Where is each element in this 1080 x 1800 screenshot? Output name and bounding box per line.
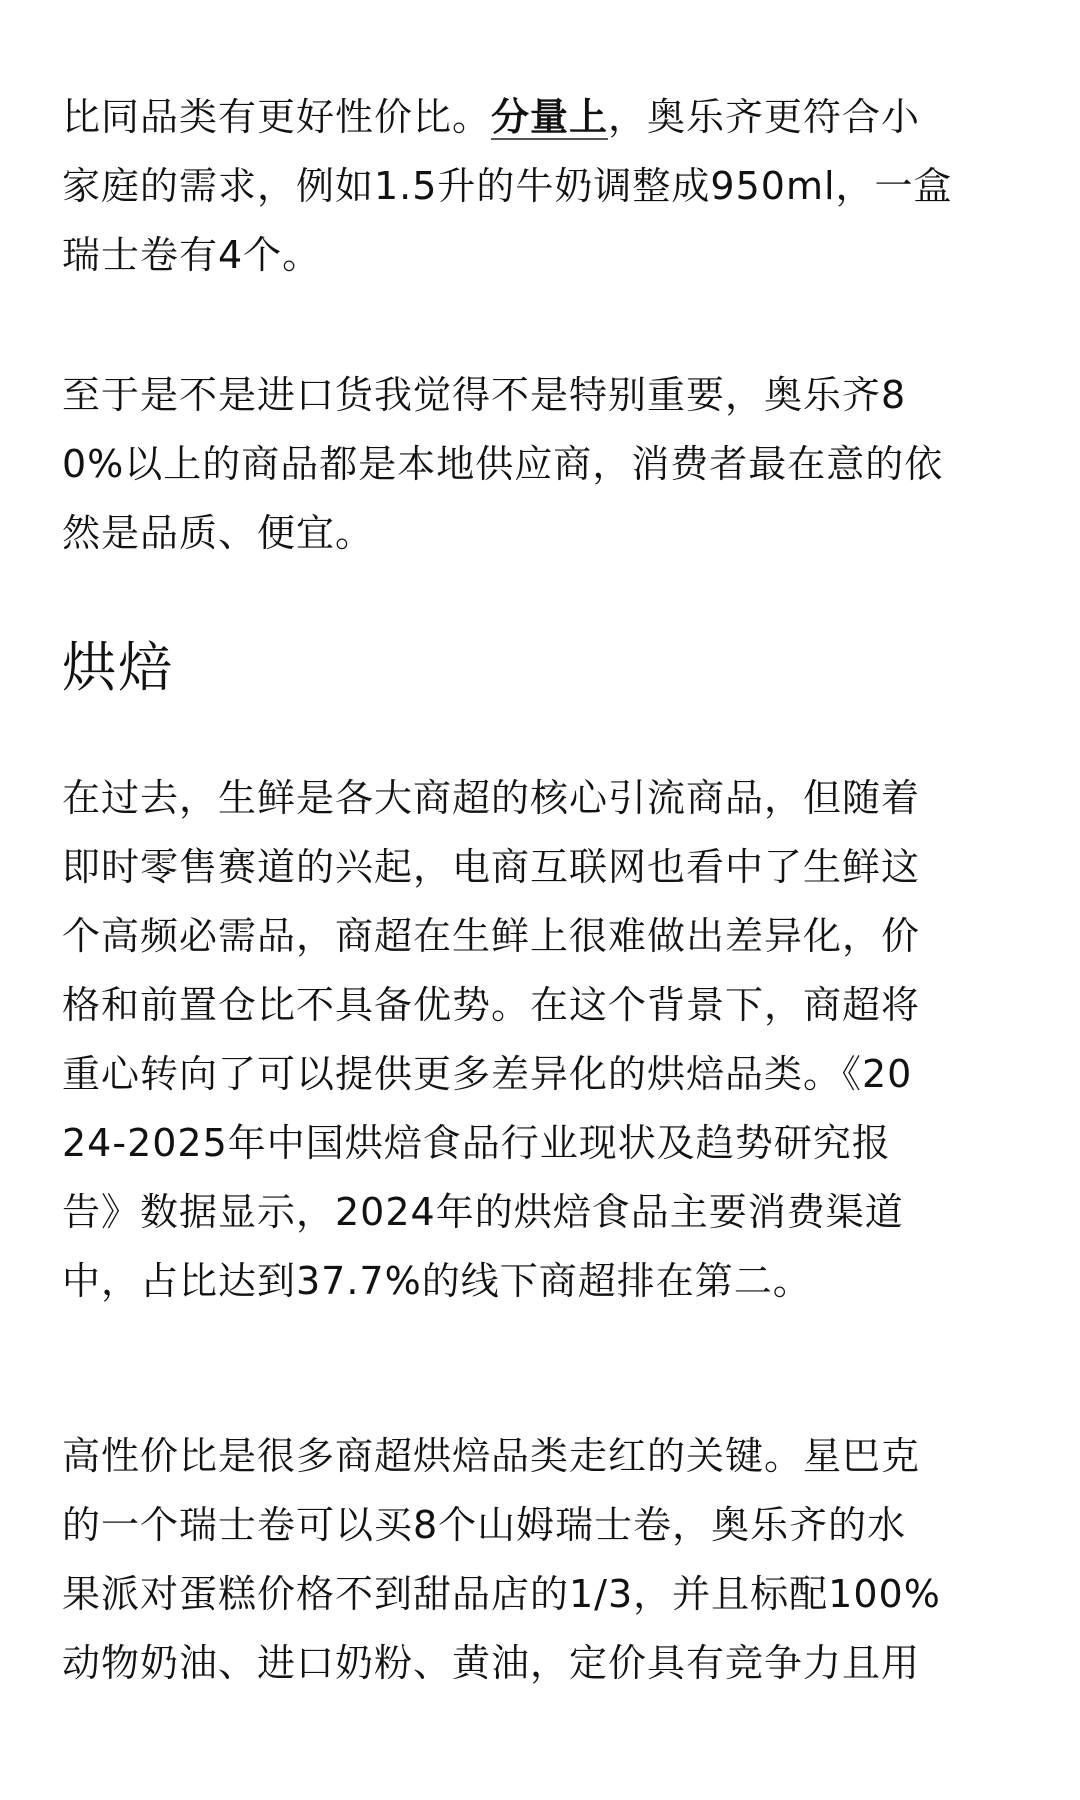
paragraph-line: 比同品类有更好性价比。分量上，奥乐齐更符合小 (62, 95, 921, 139)
paragraph-line: 格和前置仓比不具备优势。在这个背景下，商超将 (62, 983, 921, 1027)
paragraph-line: 即时零售赛道的兴起，电商互联网也看中了生鲜这 (62, 845, 921, 889)
paragraph-line: 家庭的需求，例如1.5升的牛奶调整成950ml，一盒 (62, 164, 953, 208)
paragraph-line: 瑞士卷有4个。 (62, 233, 322, 277)
paragraph-line: 高性价比是很多商超烘焙品类走红的关键。星巴克 (62, 1434, 921, 1478)
paragraph-line: 在过去，生鲜是各大商超的核心引流商品，但随着 (62, 776, 921, 820)
paragraph-portion-size (62, 83, 953, 290)
paragraph-line: 重心转向了可以提供更多差异化的烘焙品类。《20 (62, 1052, 913, 1096)
paragraph-local-suppliers (62, 361, 943, 568)
bold-underlined-keyword: 分量上 (491, 95, 609, 139)
paragraph-line: 0%以上的商品都是本地供应商，消费者最在意的依 (62, 442, 944, 486)
paragraph-line: 告》数据显示，2024年的烘焙食品主要消费渠道 (62, 1190, 904, 1234)
section-heading-bakery: 烘焙 (62, 636, 174, 699)
paragraph-value-for-money (62, 1422, 941, 1698)
paragraph-bakery-background (62, 764, 920, 1316)
paragraph-line: 24-2025年中国烘焙食品行业现状及趋势研究报 (62, 1121, 891, 1165)
paragraph-line: 动物奶油、进口奶粉、黄油，定价具有竞争力且用 (62, 1641, 921, 1685)
paragraph-line: 果派对蛋糕价格不到甜品店的1/3，并且标配100% (62, 1572, 941, 1616)
paragraph-line: 至于是不是进口货我觉得不是特别重要，奥乐齐8 (62, 373, 907, 417)
paragraph-line: 的一个瑞士卷可以买8个山姆瑞士卷，奥乐齐的水 (62, 1503, 907, 1547)
paragraph-line: 中，占比达到37.7%的线下商超排在第二。 (62, 1259, 812, 1303)
paragraph-line: 个高频必需品，商超在生鲜上很难做出差异化，价 (62, 914, 921, 958)
paragraph-line: 然是品质、便宜。 (62, 511, 375, 555)
